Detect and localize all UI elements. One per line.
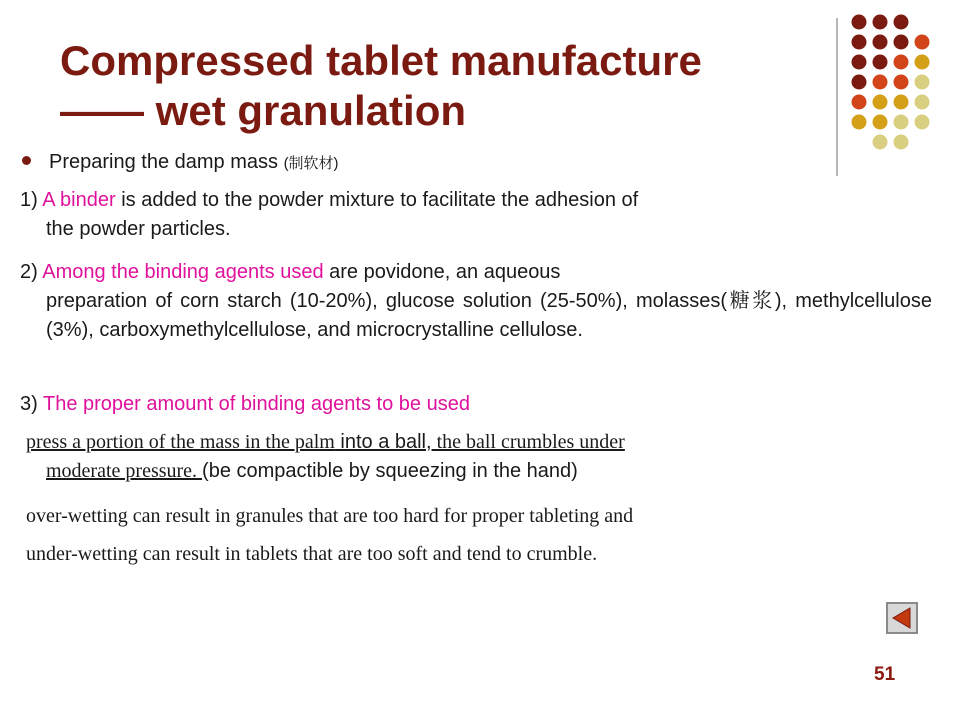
- item-3-number: 3): [20, 393, 43, 415]
- item-2-number: 2): [20, 261, 43, 283]
- item-1-text: is added to the powder mixture to facilitate the adhesion of: [115, 189, 639, 211]
- decorative-dot-grid: [846, 10, 956, 160]
- title-divider-line: [836, 18, 838, 176]
- bullet-cjk-text: (制软材): [283, 155, 339, 172]
- decorative-dot: [852, 55, 867, 70]
- item-1-continuation: the powder particles.: [46, 218, 231, 240]
- decorative-dot: [873, 95, 888, 110]
- item-2: [20, 258, 932, 345]
- item-3: [20, 390, 932, 419]
- bullet-preparing-damp-mass: [22, 148, 339, 178]
- decorative-dot: [852, 15, 867, 30]
- item-1-highlight: A binder: [42, 189, 116, 211]
- decorative-dot: [852, 95, 867, 110]
- triangle-left-icon: [888, 604, 916, 632]
- decorative-dot: [915, 55, 930, 70]
- bullet-dot-icon: [22, 156, 31, 165]
- press-part-1: press a portion of the mass in the palm: [26, 431, 335, 453]
- decorative-dot: [915, 75, 930, 90]
- page-number: 51: [874, 664, 896, 685]
- press-part-5: (be compactible by squeezing in the hand): [202, 460, 578, 482]
- press-part-2: into a ball,: [334, 431, 432, 453]
- decorative-dot: [852, 75, 867, 90]
- under-wetting-text: under-wetting can result in tablets that are too soft and tend to crumble.: [26, 543, 598, 565]
- decorative-dot: [894, 135, 909, 150]
- item-3-highlight: The proper amount of binding agents to be used: [42, 393, 470, 415]
- decorative-dot: [915, 95, 930, 110]
- title-line-1: Compressed tablet manufacture: [60, 37, 702, 84]
- title-line-2: —— wet granulation: [60, 87, 467, 134]
- decorative-dot: [852, 115, 867, 130]
- decorative-dot: [873, 135, 888, 150]
- item-1: [20, 186, 932, 244]
- press-part-4: moderate pressure.: [46, 460, 203, 482]
- item-2-text: are povidone, an aqueous: [323, 261, 561, 283]
- decorative-dot: [894, 95, 909, 110]
- decorative-dot: [894, 15, 909, 30]
- bullet-text: Preparing the damp mass: [49, 151, 284, 173]
- item-1-number: 1): [20, 189, 43, 211]
- press-instruction: [20, 428, 932, 486]
- decorative-dot: [894, 35, 909, 50]
- item-2-continuation: preparation of corn starch (10-20%), glucose solution (25-50%), molasses(糖浆), methylcellulose (3%), carboxymethylcellulose, and microcrystalline cellulose.: [46, 290, 932, 341]
- item-2-highlight: Among the binding agents used: [42, 261, 324, 283]
- decorative-dot: [852, 35, 867, 50]
- decorative-dot: [873, 115, 888, 130]
- decorative-dot: [915, 35, 930, 50]
- decorative-dot: [873, 35, 888, 50]
- decorative-dot: [873, 15, 888, 30]
- over-wetting-text: over-wetting can result in granules that are too hard for proper tableting and: [26, 505, 634, 527]
- decorative-dot: [894, 115, 909, 130]
- decorative-dot: [915, 115, 930, 130]
- decorative-dot: [873, 75, 888, 90]
- decorative-dot: [873, 55, 888, 70]
- decorative-dot: [894, 55, 909, 70]
- slide-title: [60, 36, 820, 136]
- decorative-dot: [894, 75, 909, 90]
- press-part-3: the ball crumbles under: [431, 431, 625, 453]
- previous-slide-button[interactable]: [886, 602, 918, 634]
